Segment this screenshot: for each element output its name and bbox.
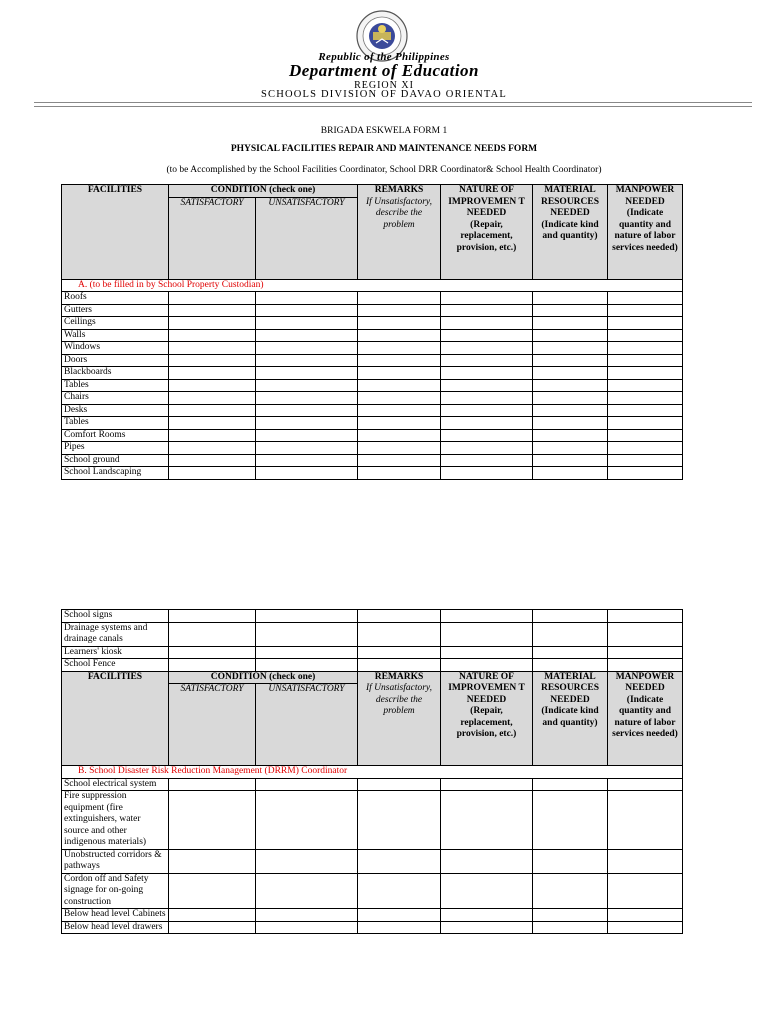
satisfactory-cell[interactable] [169, 292, 256, 305]
facility-name-cell: Roofs [62, 292, 169, 305]
satisfactory-cell[interactable] [169, 622, 256, 646]
nature-cell[interactable] [441, 921, 533, 934]
table-row [62, 304, 683, 317]
material-cell[interactable] [533, 304, 608, 317]
satisfactory-cell[interactable] [169, 909, 256, 922]
table-row [62, 404, 683, 417]
manpower-cell[interactable] [608, 429, 683, 442]
material-title: MATERIAL RESOURCES NEEDED [540, 185, 600, 218]
nature-cell[interactable] [441, 659, 533, 672]
nature-cell[interactable] [441, 342, 533, 355]
manpower-cell[interactable] [608, 610, 683, 623]
manpower-cell[interactable] [608, 849, 683, 873]
remarks-cell[interactable] [358, 454, 441, 467]
nature-cell[interactable] [441, 791, 533, 850]
remarks-cell[interactable] [358, 467, 441, 480]
table-row [62, 622, 683, 646]
facility-name-cell: Doors [62, 354, 169, 367]
remarks-cell[interactable] [358, 417, 441, 430]
header-divider [34, 106, 752, 107]
table-row [62, 873, 683, 909]
manpower-cell[interactable] [608, 909, 683, 922]
nature-cell[interactable] [441, 778, 533, 791]
material-cell[interactable] [533, 379, 608, 392]
material-header [533, 185, 608, 280]
nature-cell[interactable] [441, 292, 533, 305]
material-cell[interactable] [533, 873, 608, 909]
facility-name-cell: School Fence [62, 659, 169, 672]
unsatisfactory-cell[interactable] [256, 367, 358, 380]
material-cell[interactable] [533, 342, 608, 355]
table-row [62, 317, 683, 330]
manpower-cell[interactable] [608, 778, 683, 791]
remarks-cell[interactable] [358, 429, 441, 442]
region-label: REGION XI [354, 80, 414, 91]
unsatisfactory-header: UNSATISFACTORY [256, 197, 358, 279]
manpower-cell[interactable] [608, 317, 683, 330]
table-row [62, 392, 683, 405]
nature-header [441, 185, 533, 280]
unsatisfactory-cell[interactable] [256, 467, 358, 480]
table-row [62, 909, 683, 922]
section-b-rows [62, 778, 683, 934]
remarks-cell[interactable] [358, 622, 441, 646]
table-row [62, 610, 683, 623]
division-label: SCHOOLS DIVISION OF DAVAO ORIENTAL [260, 89, 508, 100]
unsatisfactory-cell[interactable] [256, 429, 358, 442]
remarks-cell[interactable] [358, 379, 441, 392]
material-cell[interactable] [533, 317, 608, 330]
nature-cell[interactable] [441, 404, 533, 417]
remarks-cell[interactable] [358, 659, 441, 672]
unsatisfactory-cell[interactable] [256, 610, 358, 623]
facility-name-cell: School electrical system [62, 778, 169, 791]
nature-cell[interactable] [441, 354, 533, 367]
satisfactory-cell[interactable] [169, 367, 256, 380]
satisfactory-cell[interactable] [169, 429, 256, 442]
remarks-title: REMARKS [374, 185, 424, 195]
manpower-cell[interactable] [608, 354, 683, 367]
facilities-table-2 [61, 609, 683, 934]
remarks-cell[interactable] [358, 778, 441, 791]
material-cell[interactable] [533, 292, 608, 305]
facility-name-cell: Blackboards [62, 367, 169, 380]
form-title: PHYSICAL FACILITIES REPAIR AND MAINTENANCE NEEDS FORM [230, 144, 538, 154]
unsatisfactory-cell[interactable] [256, 342, 358, 355]
manpower-header [608, 671, 683, 766]
satisfactory-cell[interactable] [169, 659, 256, 672]
manpower-cell[interactable] [608, 873, 683, 909]
remarks-cell[interactable] [358, 610, 441, 623]
unsatisfactory-cell[interactable] [256, 921, 358, 934]
table-row [62, 849, 683, 873]
remarks-cell[interactable] [358, 909, 441, 922]
facility-name-cell: Drainage systems and drainage canals [62, 622, 169, 646]
facility-name-cell: Cordon off and Safety signage for on-going construction [62, 873, 169, 909]
manpower-cell[interactable] [608, 921, 683, 934]
satisfactory-header: SATISFACTORY [169, 684, 256, 766]
section-a-rows [62, 292, 683, 480]
manpower-title: MANPOWER NEEDED [615, 185, 675, 207]
table-row [62, 467, 683, 480]
unsatisfactory-cell[interactable] [256, 909, 358, 922]
table-row [62, 292, 683, 305]
nature-cell[interactable] [441, 467, 533, 480]
table-row [62, 417, 683, 430]
table-row [62, 778, 683, 791]
section-a-label: A. (to be filled in by School Property Custodian) [62, 279, 683, 292]
unsatisfactory-cell[interactable] [256, 849, 358, 873]
table-row [62, 791, 683, 850]
nature-note: (Repair, replacement, provision, etc.) [456, 219, 517, 253]
nature-cell[interactable] [441, 304, 533, 317]
unsatisfactory-cell[interactable] [256, 379, 358, 392]
facility-name-cell: Below head level drawers [62, 921, 169, 934]
remarks-cell[interactable] [358, 367, 441, 380]
manpower-cell[interactable] [608, 646, 683, 659]
remarks-cell[interactable] [358, 304, 441, 317]
material-cell[interactable] [533, 417, 608, 430]
remarks-cell[interactable] [358, 329, 441, 342]
unsatisfactory-cell[interactable] [256, 442, 358, 455]
unsatisfactory-cell[interactable] [256, 329, 358, 342]
satisfactory-cell[interactable] [169, 442, 256, 455]
nature-cell[interactable] [441, 909, 533, 922]
material-cell[interactable] [533, 404, 608, 417]
table-row [62, 329, 683, 342]
table-row [62, 646, 683, 659]
nature-cell[interactable] [441, 392, 533, 405]
unsatisfactory-cell[interactable] [256, 354, 358, 367]
satisfactory-cell[interactable] [169, 392, 256, 405]
satisfactory-cell[interactable] [169, 610, 256, 623]
facility-name-cell: Tables [62, 379, 169, 392]
material-cell[interactable] [533, 646, 608, 659]
material-title: MATERIAL RESOURCES NEEDED [540, 671, 600, 705]
unsatisfactory-cell[interactable] [256, 791, 358, 850]
material-cell[interactable] [533, 909, 608, 922]
remarks-header [358, 185, 441, 280]
remarks-cell[interactable] [358, 646, 441, 659]
condition-header: CONDITION (check one) [169, 671, 358, 684]
manpower-cell[interactable] [608, 467, 683, 480]
nature-cell[interactable] [441, 849, 533, 873]
remarks-cell[interactable] [358, 791, 441, 850]
material-note: (Indicate kind and quantity) [541, 219, 599, 241]
material-note: (Indicate kind and quantity) [541, 706, 599, 728]
satisfactory-cell[interactable] [169, 342, 256, 355]
republic-label: Republic of the Philippines [318, 51, 450, 63]
remarks-cell[interactable] [358, 442, 441, 455]
unsatisfactory-cell[interactable] [256, 659, 358, 672]
material-cell[interactable] [533, 354, 608, 367]
facility-name-cell: Learners' kiosk [62, 646, 169, 659]
satisfactory-cell[interactable] [169, 873, 256, 909]
satisfactory-cell[interactable] [169, 417, 256, 430]
manpower-note: (Indicate quantity and nature of labor services needed) [612, 694, 678, 739]
manpower-cell[interactable] [608, 392, 683, 405]
material-cell[interactable] [533, 367, 608, 380]
satisfactory-cell[interactable] [169, 379, 256, 392]
satisfactory-cell[interactable] [169, 467, 256, 480]
remarks-cell[interactable] [358, 354, 441, 367]
facilities-table-1 [61, 184, 683, 480]
manpower-cell[interactable] [608, 791, 683, 850]
nature-cell[interactable] [441, 429, 533, 442]
facility-name-cell: Desks [62, 404, 169, 417]
material-cell[interactable] [533, 442, 608, 455]
table-row [62, 367, 683, 380]
satisfactory-cell[interactable] [169, 646, 256, 659]
manpower-title: MANPOWER NEEDED [615, 671, 675, 693]
satisfactory-cell[interactable] [169, 329, 256, 342]
nature-cell[interactable] [441, 329, 533, 342]
unsatisfactory-cell[interactable] [256, 417, 358, 430]
nature-title: NATURE OF IMPROVEMEN T NEEDED [448, 185, 525, 218]
remarks-cell[interactable] [358, 873, 441, 909]
facility-name-cell: Pipes [62, 442, 169, 455]
manpower-cell[interactable] [608, 304, 683, 317]
satisfactory-cell[interactable] [169, 304, 256, 317]
remarks-note: If Unsatisfactory, describe the problem [366, 683, 432, 716]
material-cell[interactable] [533, 921, 608, 934]
table-row [62, 921, 683, 934]
table-row [62, 342, 683, 355]
facilities-header: FACILITIES [62, 671, 169, 766]
section-a-continued-rows [62, 610, 683, 672]
unsatisfactory-cell[interactable] [256, 454, 358, 467]
nature-cell[interactable] [441, 379, 533, 392]
facility-name-cell: Fire suppression equipment (fire extinguishers, water source and other indigenous materials) [62, 791, 169, 850]
remarks-cell[interactable] [358, 317, 441, 330]
satisfactory-cell[interactable] [169, 317, 256, 330]
remarks-cell[interactable] [358, 392, 441, 405]
condition-header: CONDITION (check one) [169, 185, 358, 198]
form-subtitle: (to be Accomplished by the School Facilities Coordinator, School DRR Coordinator& School Health Coordinator) [166, 165, 602, 175]
unsatisfactory-cell[interactable] [256, 873, 358, 909]
facility-name-cell: Gutters [62, 304, 169, 317]
satisfactory-cell[interactable] [169, 921, 256, 934]
remarks-cell[interactable] [358, 292, 441, 305]
material-cell[interactable] [533, 778, 608, 791]
facility-name-cell: Unobstructed corridors & pathways [62, 849, 169, 873]
material-cell[interactable] [533, 659, 608, 672]
nature-title: NATURE OF IMPROVEMEN T NEEDED [448, 671, 525, 705]
nature-cell[interactable] [441, 622, 533, 646]
satisfactory-cell[interactable] [169, 404, 256, 417]
facility-name-cell: Chairs [62, 392, 169, 405]
material-cell[interactable] [533, 392, 608, 405]
satisfactory-cell[interactable] [169, 791, 256, 850]
facilities-header: FACILITIES [62, 185, 169, 280]
facility-name-cell: Tables [62, 417, 169, 430]
material-cell[interactable] [533, 610, 608, 623]
nature-note: (Repair, replacement, provision, etc.) [456, 706, 517, 739]
header-divider [34, 102, 752, 103]
table-row [62, 429, 683, 442]
manpower-cell[interactable] [608, 342, 683, 355]
unsatisfactory-cell[interactable] [256, 392, 358, 405]
nature-cell[interactable] [441, 646, 533, 659]
table-row [62, 379, 683, 392]
manpower-cell[interactable] [608, 292, 683, 305]
remarks-cell[interactable] [358, 342, 441, 355]
unsatisfactory-cell[interactable] [256, 292, 358, 305]
nature-cell[interactable] [441, 610, 533, 623]
manpower-cell[interactable] [608, 404, 683, 417]
material-cell[interactable] [533, 622, 608, 646]
section-b-label: B. School Disaster Risk Reduction Management (DRRM) Coordinator [62, 766, 683, 779]
nature-cell[interactable] [441, 317, 533, 330]
facility-name-cell: Ceilings [62, 317, 169, 330]
department-label: Department of Education [288, 61, 479, 80]
table-row [62, 354, 683, 367]
facility-name-cell: Windows [62, 342, 169, 355]
manpower-cell[interactable] [608, 379, 683, 392]
remarks-cell[interactable] [358, 404, 441, 417]
facility-name-cell: Comfort Rooms [62, 429, 169, 442]
material-cell[interactable] [533, 329, 608, 342]
material-cell[interactable] [533, 849, 608, 873]
manpower-cell[interactable] [608, 442, 683, 455]
manpower-cell[interactable] [608, 329, 683, 342]
table-row [62, 442, 683, 455]
manpower-header [608, 185, 683, 280]
material-cell[interactable] [533, 454, 608, 467]
unsatisfactory-header: UNSATISFACTORY [256, 684, 358, 766]
manpower-cell[interactable] [608, 454, 683, 467]
table-row [62, 659, 683, 672]
table-row [62, 454, 683, 467]
form-number: BRIGADA ESKWELA FORM 1 [320, 126, 448, 136]
material-header [533, 671, 608, 766]
facility-name-cell: School ground [62, 454, 169, 467]
material-cell[interactable] [533, 429, 608, 442]
nature-cell[interactable] [441, 442, 533, 455]
nature-cell[interactable] [441, 454, 533, 467]
manpower-note: (Indicate quantity and nature of labor services needed) [612, 208, 678, 253]
remarks-title: REMARKS [374, 671, 424, 682]
remarks-cell[interactable] [358, 849, 441, 873]
remarks-note: If Unsatisfactory, describe the problem [366, 196, 432, 230]
satisfactory-cell[interactable] [169, 849, 256, 873]
unsatisfactory-cell[interactable] [256, 778, 358, 791]
facility-name-cell: Below head level Cabinets [62, 909, 169, 922]
unsatisfactory-cell[interactable] [256, 304, 358, 317]
satisfactory-cell[interactable] [169, 454, 256, 467]
nature-cell[interactable] [441, 367, 533, 380]
manpower-cell[interactable] [608, 622, 683, 646]
material-cell[interactable] [533, 467, 608, 480]
facility-name-cell: Walls [62, 329, 169, 342]
remarks-cell[interactable] [358, 921, 441, 934]
manpower-cell[interactable] [608, 417, 683, 430]
unsatisfactory-cell[interactable] [256, 404, 358, 417]
unsatisfactory-cell[interactable] [256, 317, 358, 330]
nature-cell[interactable] [441, 417, 533, 430]
facility-name-cell: School signs [62, 610, 169, 623]
unsatisfactory-cell[interactable] [256, 622, 358, 646]
satisfactory-header: SATISFACTORY [169, 197, 256, 279]
material-cell[interactable] [533, 791, 608, 850]
nature-header [441, 671, 533, 766]
satisfactory-cell[interactable] [169, 778, 256, 791]
manpower-cell[interactable] [608, 659, 683, 672]
remarks-header [358, 671, 441, 766]
satisfactory-cell[interactable] [169, 354, 256, 367]
facility-name-cell: School Landscaping [62, 467, 169, 480]
nature-cell[interactable] [441, 873, 533, 909]
manpower-cell[interactable] [608, 367, 683, 380]
unsatisfactory-cell[interactable] [256, 646, 358, 659]
